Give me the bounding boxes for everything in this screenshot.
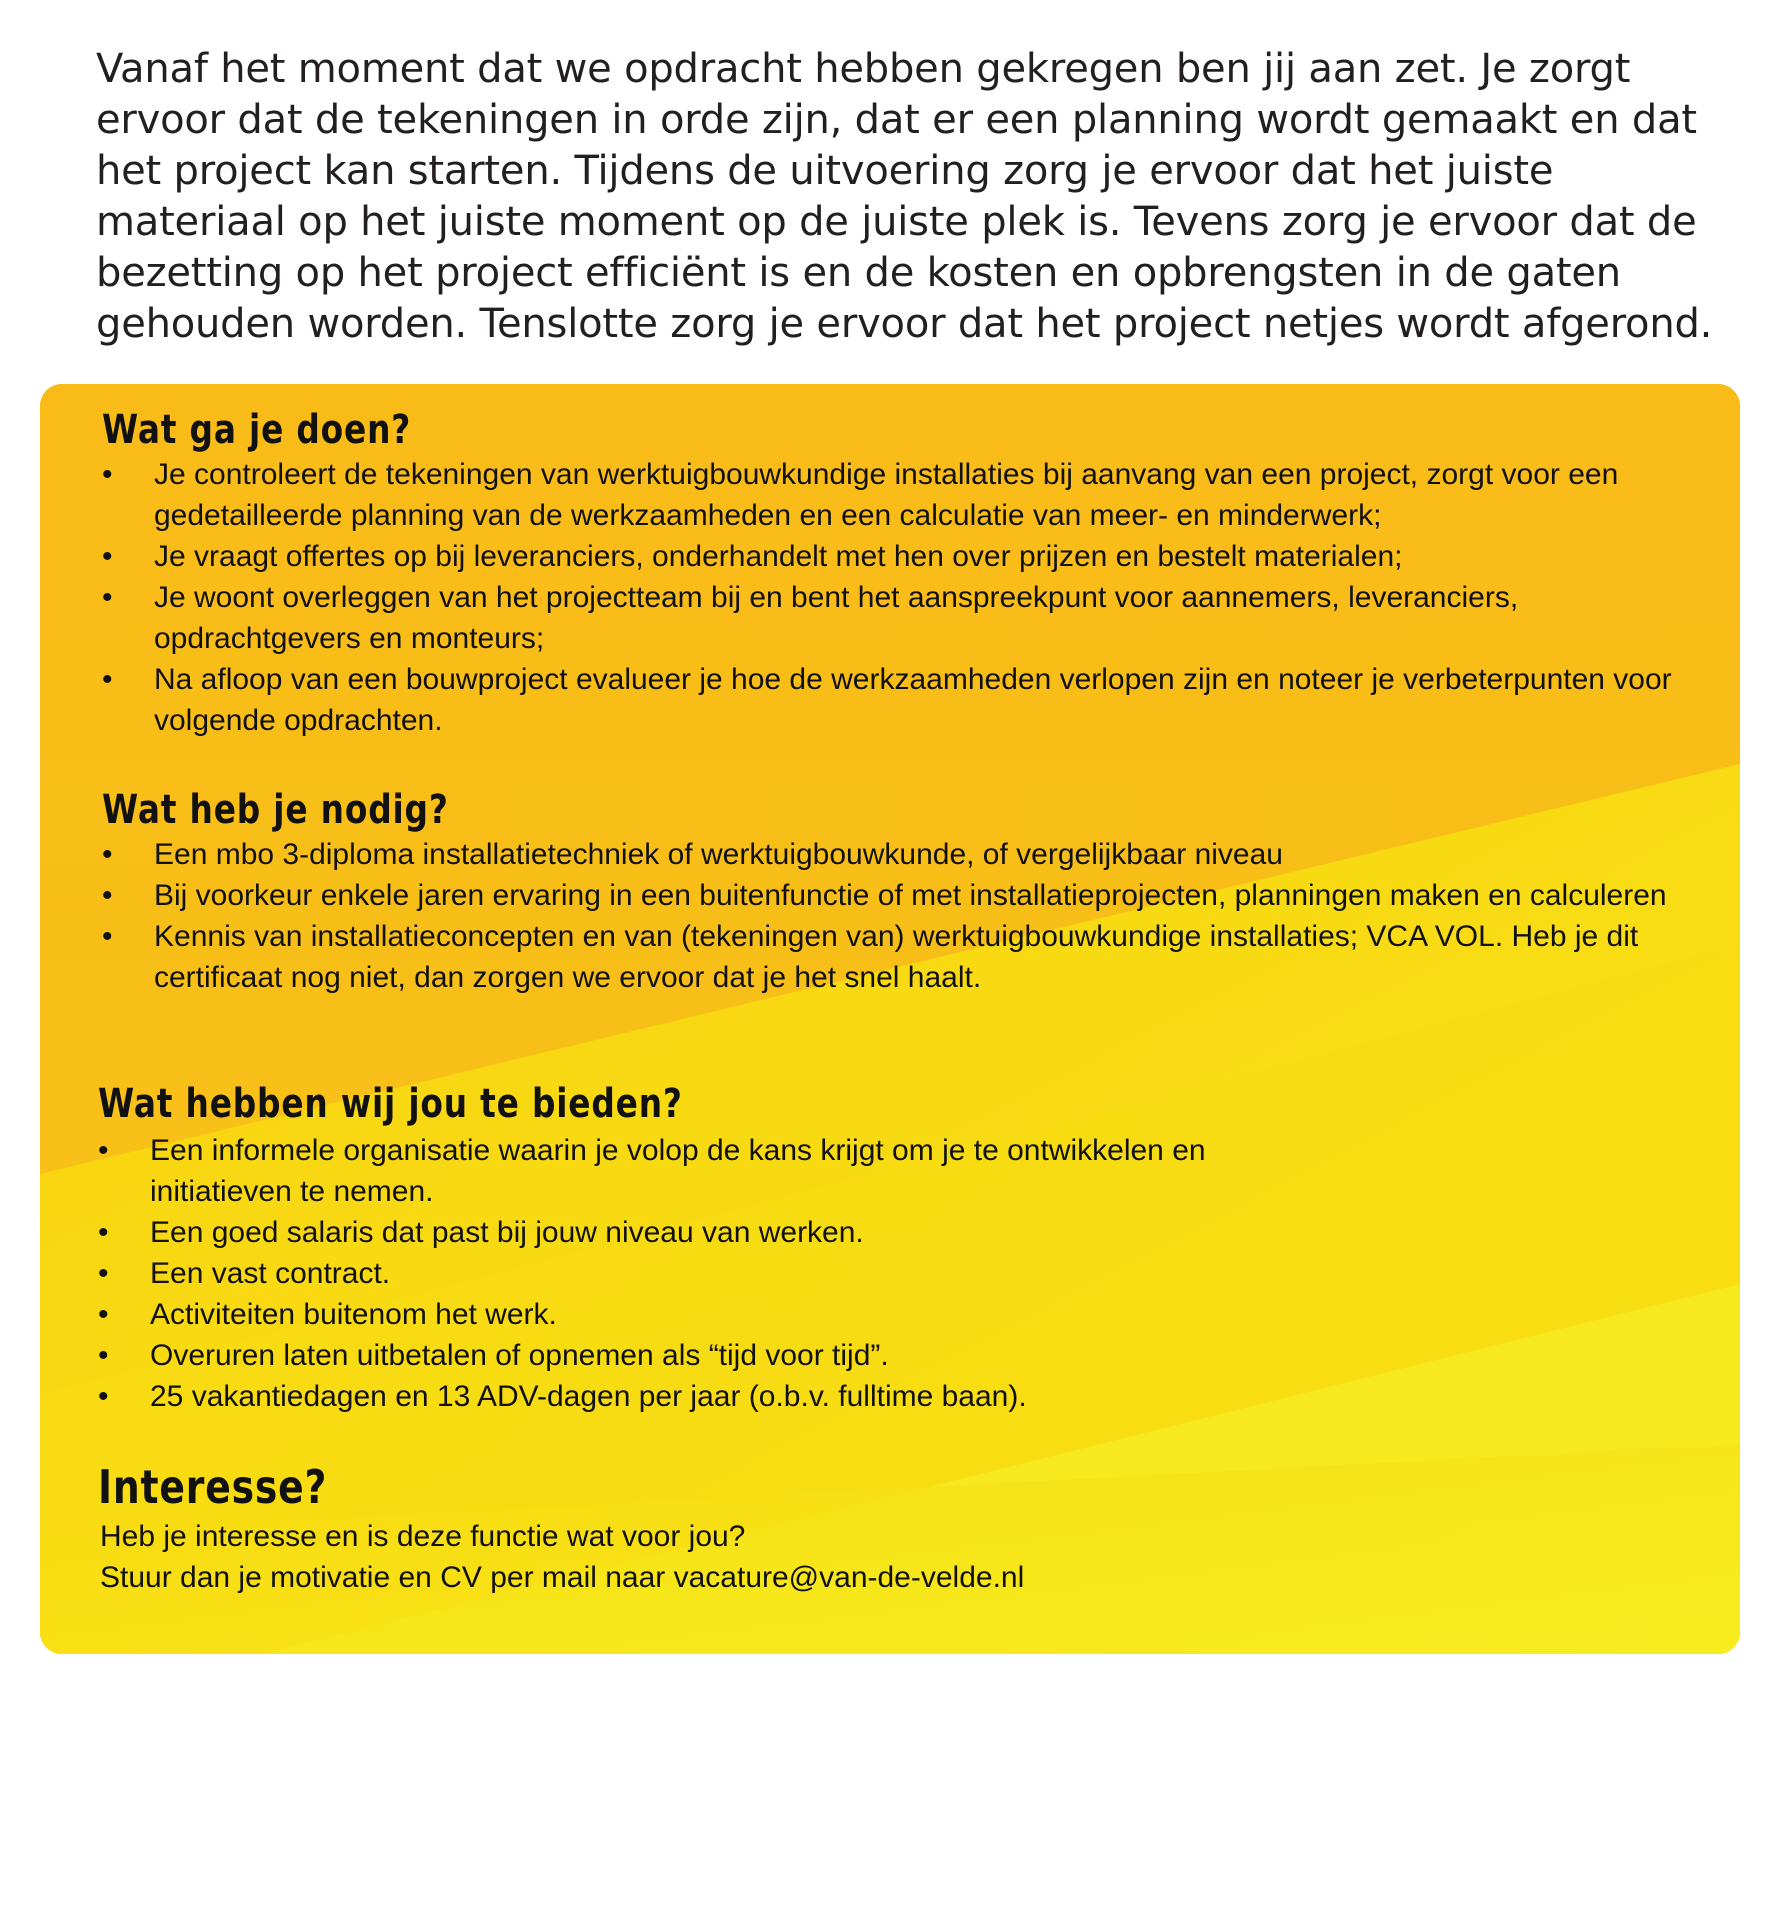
list-item: • Een informele organisatie waarin je volop de kans krijgt om je te ontwikkelen en initiatieven te nemen. bbox=[98, 1130, 1338, 1212]
bullet-icon: • bbox=[102, 540, 113, 573]
offer-heading: Wat hebben wij jou te bieden? bbox=[98, 1081, 683, 1127]
vacancy-panel bbox=[40, 384, 1740, 1654]
list-item: • Overuren laten uitbetalen of opnemen als “tijd voor tijd”. bbox=[98, 1335, 1338, 1376]
bullet-icon: • bbox=[102, 920, 113, 953]
bullet-icon: • bbox=[102, 663, 113, 696]
interest-heading: Interesse? bbox=[98, 1460, 328, 1514]
bullet-icon: • bbox=[102, 879, 113, 912]
list-item: • 25 vakantiedagen en 13 ADV-dagen per jaar (o.b.v. fulltime baan). bbox=[98, 1376, 1338, 1417]
bullet-icon: • bbox=[98, 1339, 109, 1372]
tasks-list bbox=[102, 454, 1702, 741]
bullet-icon: • bbox=[102, 581, 113, 614]
intro-paragraph: Vanaf het moment dat we opdracht hebben gekregen ben jij aan zet. Je zorgt ervoor dat de tekeningen in orde zijn, dat er een planning wordt gemaakt en dat het project kan starten. Tijdens de uitvoering zorg je ervoor dat het juiste materiaal op het juiste moment op de juiste plek is. Tevens zorg je ervoor dat de bezetting op het project efficiënt is en de kosten en opbrengsten in de gaten gehouden worden. Tenslotte zorg je ervoor dat het project netjes wordt afgerond. bbox=[96, 46, 1713, 347]
list-item: • Bij voorkeur enkele jaren ervaring in een buitenfunctie of met installatieprojecten, planningen maken en calculeren bbox=[102, 875, 1702, 916]
offer-list bbox=[98, 1130, 1338, 1417]
list-item: • Kennis van installatieconcepten en van (tekeningen van) werktuigbouwkundige installaties; VCA VOL. Heb je dit certificaat nog niet, dan zorgen we ervoor dat je het snel haalt. bbox=[102, 916, 1702, 998]
bullet-icon: • bbox=[98, 1216, 109, 1249]
bullet-icon: • bbox=[98, 1134, 109, 1167]
list-item: • Een mbo 3-diploma installatietechniek of werktuigbouwkunde, of vergelijkbaar niveau bbox=[102, 834, 1702, 875]
list-item: • Een vast contract. bbox=[98, 1253, 1338, 1294]
bullet-icon: • bbox=[102, 458, 113, 491]
bullet-icon: • bbox=[98, 1257, 109, 1290]
list-item: • Je woont overleggen van het projectteam bij en bent het aanspreekpunt voor aannemers, leveranciers, opdrachtgevers en monteurs; bbox=[102, 577, 1702, 659]
requirements-list bbox=[102, 834, 1702, 998]
tasks-heading: Wat ga je doen? bbox=[102, 407, 412, 453]
list-item: • Een goed salaris dat past bij jouw niveau van werken. bbox=[98, 1212, 1338, 1253]
interest-line-2: Stuur dan je motivatie en CV per mail naar vacature@van-de-velde.nl bbox=[100, 1561, 1025, 1594]
list-item: • Na afloop van een bouwproject evalueer je hoe de werkzaamheden verlopen zijn en noteer je verbeterpunten voor volgende opdrachten. bbox=[102, 659, 1702, 741]
bullet-icon: • bbox=[98, 1298, 109, 1331]
panel-content bbox=[40, 384, 1740, 1654]
bullet-icon: • bbox=[102, 838, 113, 871]
bullet-icon: • bbox=[98, 1380, 109, 1413]
requirements-heading: Wat heb je nodig? bbox=[102, 787, 449, 833]
interest-line-1: Heb je interesse en is deze functie wat voor jou? bbox=[100, 1520, 746, 1553]
list-item: • Activiteiten buitenom het werk. bbox=[98, 1294, 1338, 1335]
list-item: • Je vraagt offertes op bij leveranciers, onderhandelt met hen over prijzen en bestelt materialen; bbox=[102, 536, 1702, 577]
list-item: • Je controleert de tekeningen van werktuigbouwkundige installaties bij aanvang van een project, zorgt voor een gedetailleerde planning van de werkzaamheden en een calculatie van meer- en minderwerk; bbox=[102, 454, 1702, 536]
